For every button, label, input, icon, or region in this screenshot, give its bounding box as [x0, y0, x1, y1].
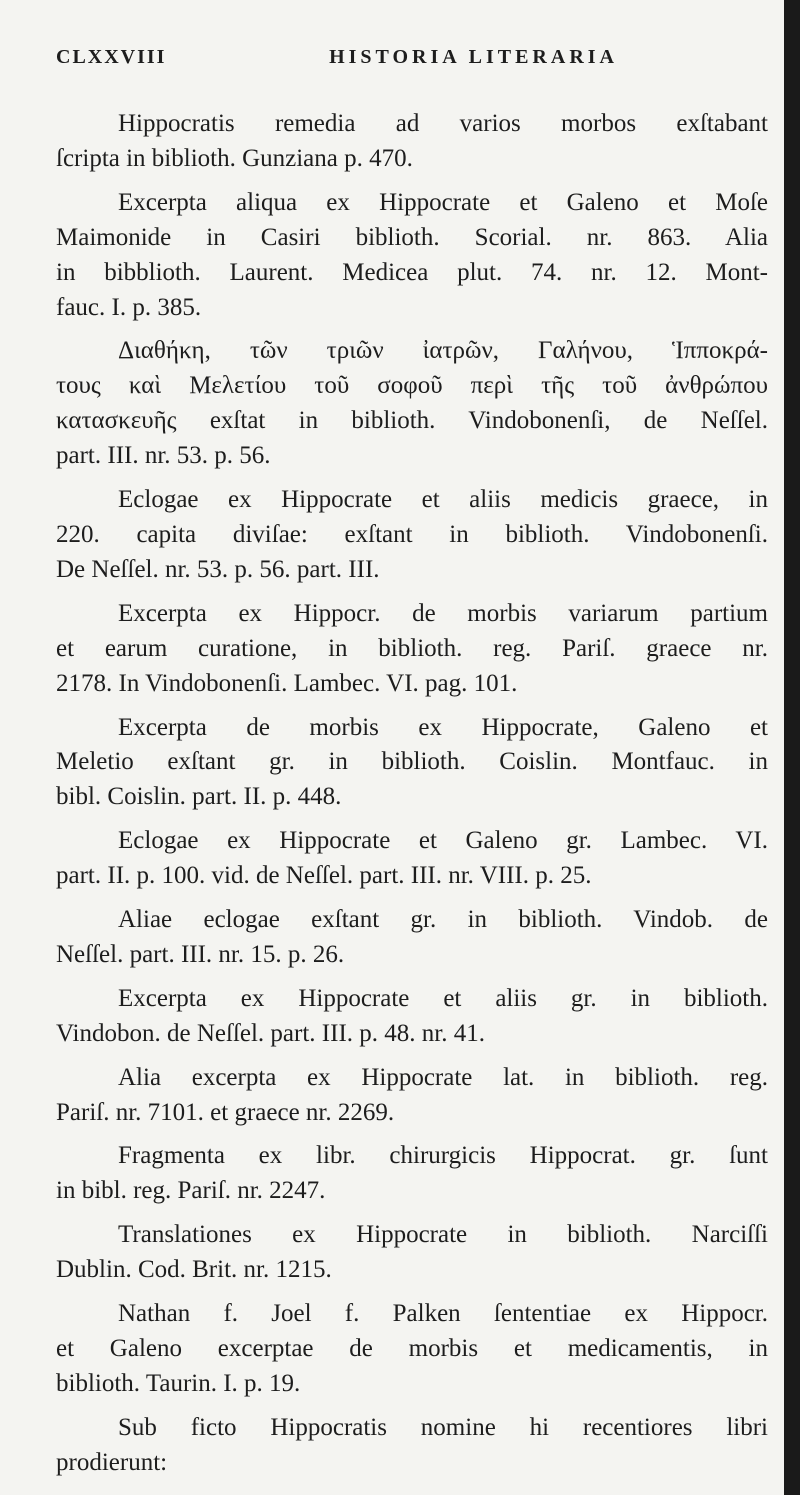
text-line: Excerpta aliqua ex Hippocrate et Galeno et Moſe	[118, 188, 768, 216]
text-line: Meletio exſtant gr. in biblioth. Coislin. Montfauc. in	[56, 748, 768, 776]
text-line: et earum curatione, in biblioth. reg. Pariſ. graece nr.	[56, 634, 768, 662]
entry-paragraph	[56, 107, 768, 177]
text-line: fauc. I. p. 385.	[56, 293, 202, 321]
entry-paragraph	[56, 1218, 768, 1288]
text-line: Alia excerpta ex Hippocrate lat. in biblioth. reg.	[118, 1063, 768, 1091]
text-line: in bibl. reg. Pariſ. nr. 2247.	[56, 1177, 326, 1205]
entry-paragraph	[56, 483, 768, 588]
text-line: part. II. p. 100. vid. de Neſſel. part. III. nr. VIII. p. 25.	[56, 862, 592, 890]
running-header	[56, 40, 768, 74]
text-line: Vindobon. de Neſſel. part. III. p. 48. nr. 41.	[56, 1019, 485, 1047]
text-line: Maimonide in Casiri biblioth. Scorial. nr. 863. Alia	[56, 223, 768, 251]
text-line: et Galeno excerptae de morbis et medicamentis, in	[56, 1335, 768, 1362]
text-line: Translationes ex Hippocrate in biblioth. Narciſſi	[118, 1221, 768, 1249]
page-text-block	[56, 40, 768, 1481]
text-line: Pariſ. nr. 7101. et graece nr. 2269.	[56, 1098, 395, 1126]
text-line: 2178. In Vindobonenſi. Lambec. VI. pag. 101.	[56, 669, 518, 697]
text-line: κατασκευῆς exſtat in biblioth. Vindobonenſi, de Neſſel.	[56, 407, 768, 435]
text-line: in bibblioth. Laurent. Medicea plut. 74. nr. 12. Mont-	[56, 258, 768, 286]
text-line: τους καὶ Μελετίου τοῦ σοφοῦ περὶ τῆς τοῦ ἀνθρώπου	[56, 372, 768, 400]
entry-paragraph	[56, 903, 768, 973]
page-edge-shadow	[784, 0, 800, 1495]
entry-paragraph	[56, 711, 768, 816]
running-title: HISTORIA LITERARIA	[329, 46, 618, 68]
entry-paragraph	[56, 824, 768, 894]
text-line: 220. capita diviſae: exſtant in biblioth. Vindobonenſi.	[56, 520, 768, 548]
text-line: bibl. Coislin. part. II. p. 448.	[56, 783, 342, 811]
text-line: Excerpta ex Hippocrate et aliis gr. in biblioth.	[118, 984, 768, 1012]
text-line: biblioth. Taurin. I. p. 19.	[56, 1369, 301, 1397]
entry-paragraph	[56, 982, 768, 1052]
text-line: Sub ficto Hippocratis nomine hi recentiores libri	[118, 1413, 768, 1441]
text-line: Eclogae ex Hippocrate et aliis medicis graece, in	[118, 486, 768, 514]
entry-paragraph	[56, 334, 768, 474]
text-line: part. III. nr. 53. p. 56.	[56, 442, 271, 470]
folio-number: CLXXVIII	[56, 46, 167, 68]
text-line: Fragmenta ex libr. chirurgicis Hippocrat. gr. ſunt	[118, 1142, 768, 1170]
text-line: De Neſſel. nr. 53. p. 56. part. III.	[56, 555, 380, 583]
entry-paragraph	[56, 186, 768, 326]
text-line: Excerpta ex Hippocr. de morbis variarum partium	[118, 599, 768, 627]
entry-paragraph	[56, 1061, 768, 1131]
entry-paragraph	[56, 1139, 768, 1209]
text-line: Excerpta de morbis ex Hippocrate, Galeno et	[118, 713, 768, 741]
entry-paragraph	[56, 1297, 768, 1402]
entry-paragraph	[56, 597, 768, 702]
text-line: prodierunt:	[56, 1448, 168, 1476]
text-line: Nathan f. Joel f. Palken ſententiae ex Hippocr.	[118, 1300, 768, 1328]
entry-paragraph	[56, 1411, 768, 1481]
text-line: Διαθήκη, τῶν τριῶν ἰατρῶν, Γαλήνου, Ἱπποκρά-	[118, 337, 768, 365]
text-line: Eclogae ex Hippocrate et Galeno gr. Lambec. VI.	[118, 827, 768, 855]
text-line: Aliae eclogae exſtant gr. in biblioth. Vindob. de	[118, 906, 768, 934]
text-line: Dublin. Cod. Brit. nr. 1215.	[56, 1256, 332, 1284]
text-line: ſcripta in biblioth. Gunziana p. 470.	[56, 144, 413, 172]
text-line: Neſſel. part. III. nr. 15. p. 26.	[56, 940, 345, 968]
text-line: Hippocratis remedia ad varios morbos exſtabant	[118, 110, 768, 137]
entries-list	[56, 107, 768, 1481]
